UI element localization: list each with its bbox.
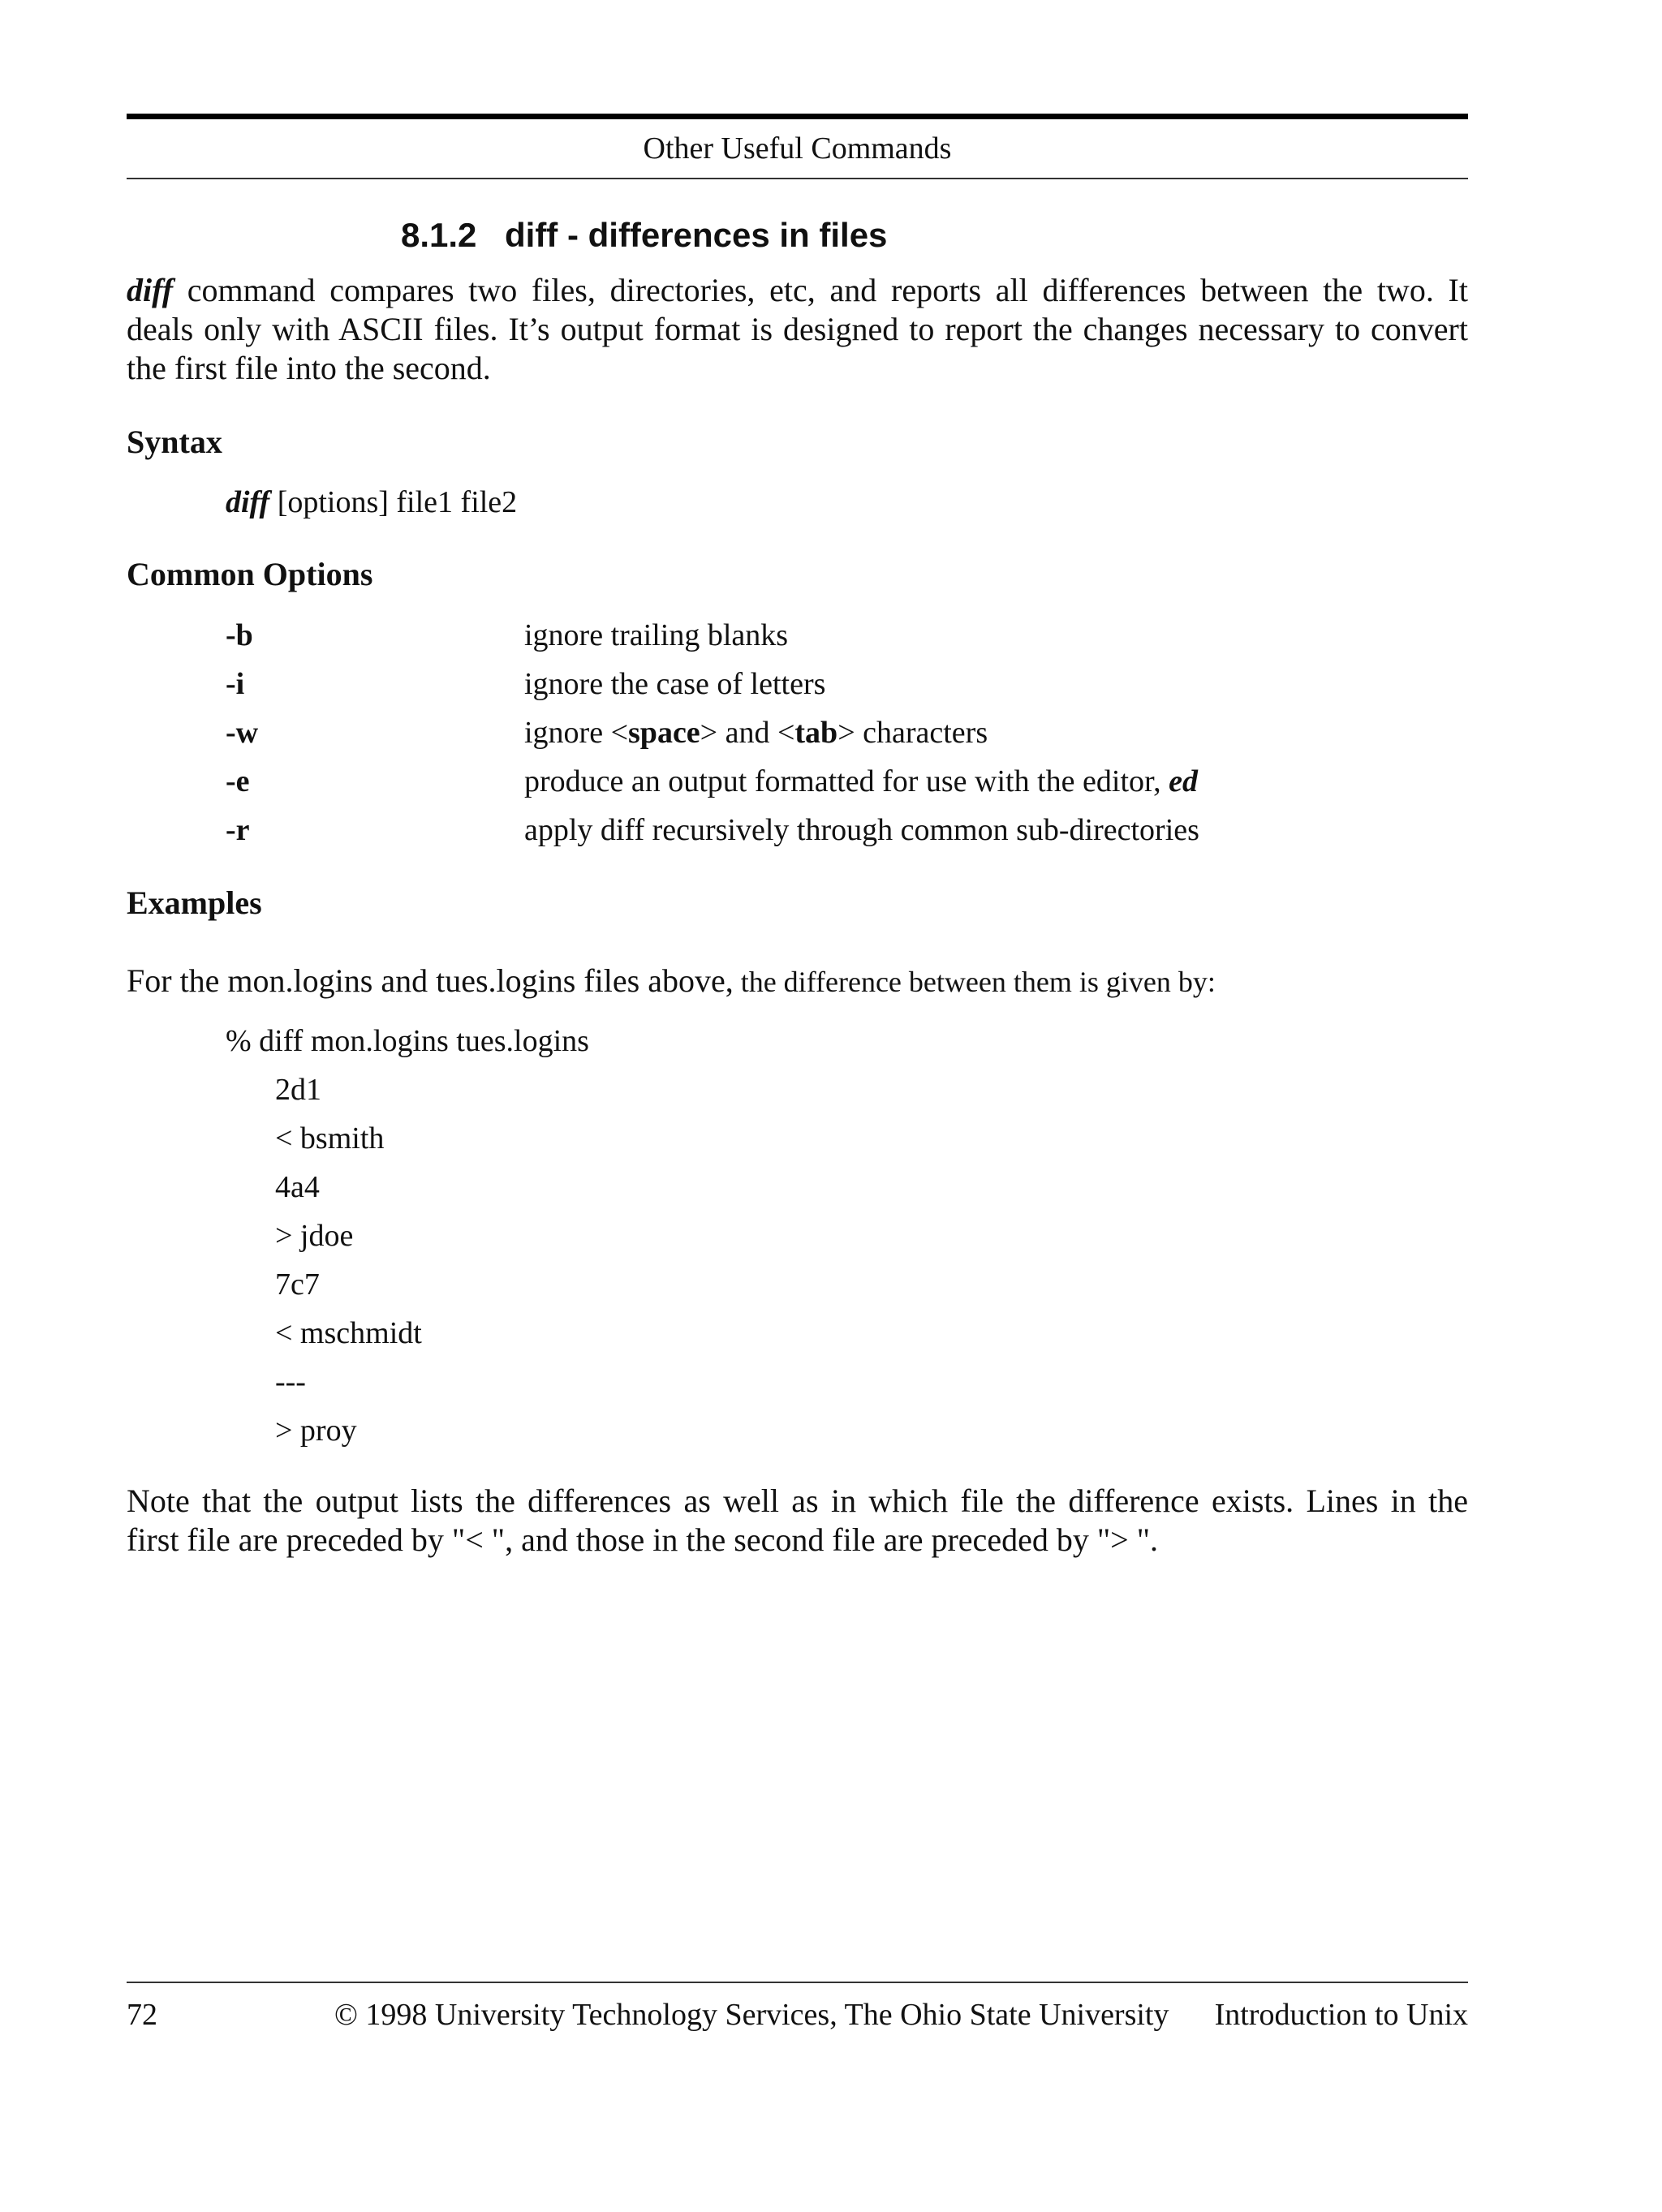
header-rule-thick	[127, 114, 1468, 119]
option-flag: -b	[226, 618, 253, 652]
footer-rule	[127, 1982, 1468, 1983]
option-description: apply diff recursively through common sub-directories	[524, 813, 1199, 847]
syntax-args: [options] file1 file2	[269, 485, 518, 519]
option-desc-part: ignore <	[524, 716, 629, 750]
intro-line-1	[127, 271, 1468, 310]
running-header: Other Useful Commands	[643, 131, 952, 166]
diff-command-name: diff	[127, 272, 174, 308]
section-heading	[401, 213, 887, 258]
note-line-2: first file are preceded by "< ", and those in the second file are preceded by "> ".	[127, 1521, 1159, 1558]
example-command: % diff mon.logins tues.logins	[226, 1024, 589, 1058]
example-intro-rest: the difference between them is given by:	[733, 966, 1216, 998]
option-row	[226, 712, 1443, 753]
examples-heading: Examples	[127, 884, 262, 921]
tab-keyword: tab	[794, 716, 838, 750]
space-keyword: space	[628, 716, 700, 750]
option-row	[226, 761, 1443, 802]
option-flag: -i	[226, 667, 245, 701]
output-line: > jdoe	[275, 1219, 354, 1253]
option-desc-part: > characters	[837, 716, 988, 750]
intro-line-2: deals only with ASCII files. It’s output format is designed to report the changes necessary to convert	[127, 311, 1468, 347]
option-flag: -e	[226, 764, 250, 798]
output-line: 4a4	[275, 1170, 320, 1204]
option-row	[226, 810, 1443, 850]
footer-book-title: Introduction to Unix	[1214, 1998, 1468, 2032]
output-line: < mschmidt	[275, 1316, 422, 1350]
option-row	[226, 664, 1443, 704]
option-flag: -w	[226, 716, 259, 750]
syntax-heading: Syntax	[127, 424, 222, 460]
footer-copyright: © 1998 University Technology Services, The Ohio State University	[334, 1998, 1169, 2032]
output-line: 7c7	[275, 1267, 320, 1302]
option-row	[226, 615, 1443, 656]
output-line: ---	[275, 1365, 306, 1399]
option-description: ignore trailing blanks	[524, 618, 789, 652]
ed-editor-name: ed	[1169, 764, 1199, 798]
option-flag: -r	[226, 813, 250, 847]
option-desc-part: produce an output formatted for use with the editor,	[524, 764, 1169, 798]
syntax-line	[226, 482, 517, 523]
example-intro	[127, 961, 1216, 1002]
output-line: < bsmith	[275, 1121, 385, 1155]
option-description	[524, 712, 988, 753]
note-line-1: Note that the output lists the differences as well as in which file the difference exists. Lines in the	[127, 1483, 1468, 1519]
intro-line-1-text: command compares two files, directories, etc, and reports all differences between the two. It	[173, 272, 1468, 308]
example-intro-main: For the mon.logins and tues.logins files above,	[127, 962, 734, 999]
note-paragraph	[127, 1482, 1468, 1560]
option-description: ignore the case of letters	[524, 667, 826, 701]
option-desc-part: > and <	[700, 716, 795, 750]
syntax-command: diff	[226, 485, 270, 519]
section-number: 8.1.2	[401, 216, 477, 254]
output-line: 2d1	[275, 1073, 321, 1107]
common-options-heading: Common Options	[127, 556, 373, 592]
section-title: diff - differences in files	[505, 216, 888, 254]
intro-line-3: the first file into the second.	[127, 350, 491, 386]
option-description	[524, 761, 1198, 802]
header-rule-thin	[127, 178, 1468, 179]
page-number: 72	[127, 1998, 157, 2032]
intro-paragraph	[127, 271, 1468, 388]
output-line: > proy	[275, 1414, 357, 1448]
